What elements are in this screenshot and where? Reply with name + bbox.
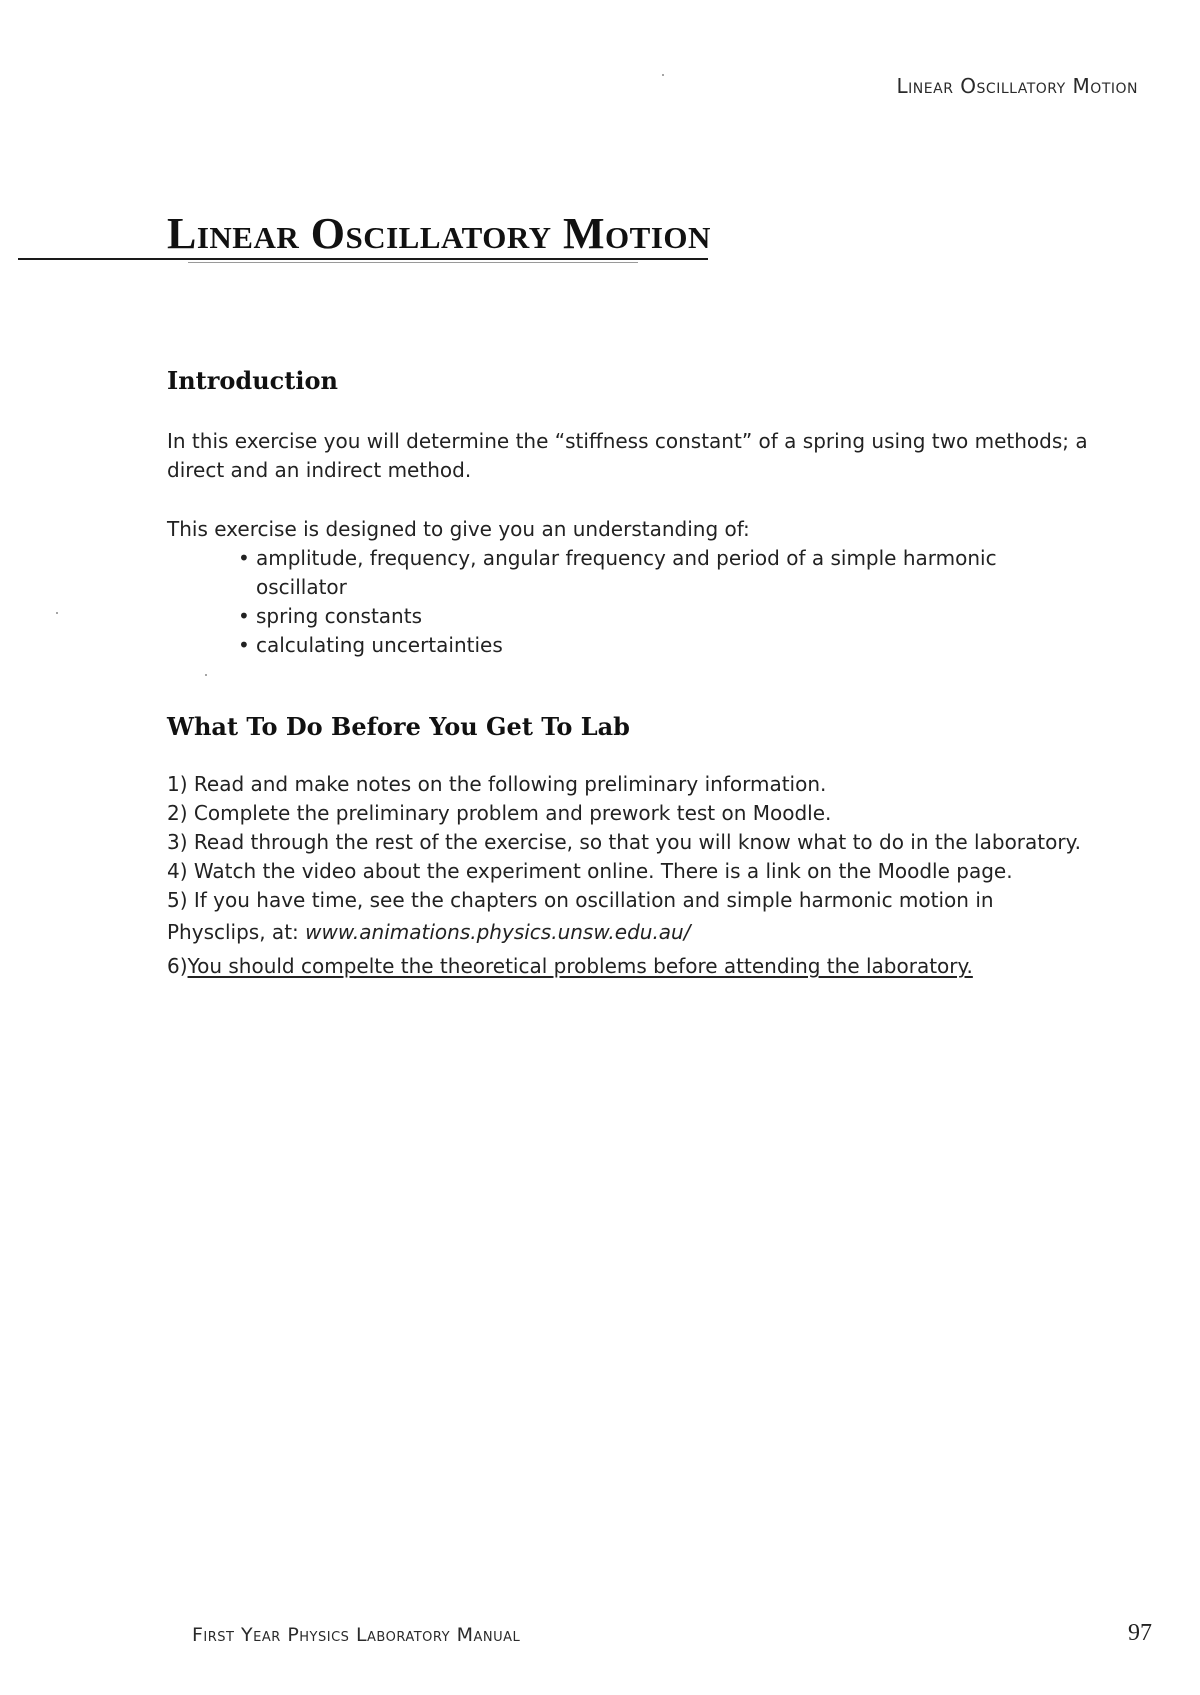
title-rule-shadow	[188, 262, 638, 263]
theory-reminder: You should compelte the theoretical problems before attending the laboratory.	[187, 954, 973, 978]
footer-manual-title: First Year Physics Laboratory Manual	[192, 1624, 521, 1646]
step-item: 4) Watch the video about the experiment online. There is a link on the Moodle page.	[167, 859, 1013, 883]
list-item: • calculating uncertainties	[238, 631, 1058, 660]
scan-speck	[56, 612, 58, 614]
preparation-steps	[167, 770, 1107, 983]
page-title: Linear Oscillatory Motion	[167, 209, 711, 258]
physclips-link[interactable]: www.animations.physics.unsw.edu.au/	[305, 920, 691, 944]
introduction-paragraph: In this exercise you will determine the “stiffness constant” of a spring using two methods; a direct and an indirect method.	[167, 429, 1088, 482]
physclips-label: Physclips, at:	[167, 920, 299, 944]
list-item: • spring constants	[238, 602, 1058, 631]
scan-speck	[662, 74, 664, 76]
step-item: 5) If you have time, see the chapters on oscillation and simple harmonic motion in	[167, 888, 994, 912]
bullet-icon: •	[238, 604, 250, 628]
list-item: • amplitude, frequency, angular frequency and period of a simple harmonic oscillator	[238, 546, 997, 599]
step-item: 1) Read and make notes on the following preliminary information.	[167, 772, 827, 796]
running-header: Linear Oscillatory Motion	[896, 74, 1138, 98]
before-lab-heading: What To Do Before You Get To Lab	[167, 712, 630, 741]
step-item-continued	[167, 915, 1107, 949]
introduction-heading: Introduction	[167, 366, 338, 395]
step-item: 2) Complete the preliminary problem and prework test on Moodle.	[167, 801, 832, 825]
page-number: 97	[1128, 1620, 1152, 1646]
step-item: 3) Read through the rest of the exercise, so that you will know what to do in the laboratory.	[167, 830, 1081, 854]
title-rule	[18, 258, 708, 260]
step-item	[167, 949, 1107, 983]
bullet-icon: •	[238, 546, 250, 570]
step-number: 6)	[167, 954, 188, 978]
objectives-intro: This exercise is designed to give you an understanding of:	[167, 517, 750, 541]
objectives-list	[238, 544, 1058, 660]
scan-speck	[205, 674, 207, 676]
bullet-icon: •	[238, 633, 250, 657]
